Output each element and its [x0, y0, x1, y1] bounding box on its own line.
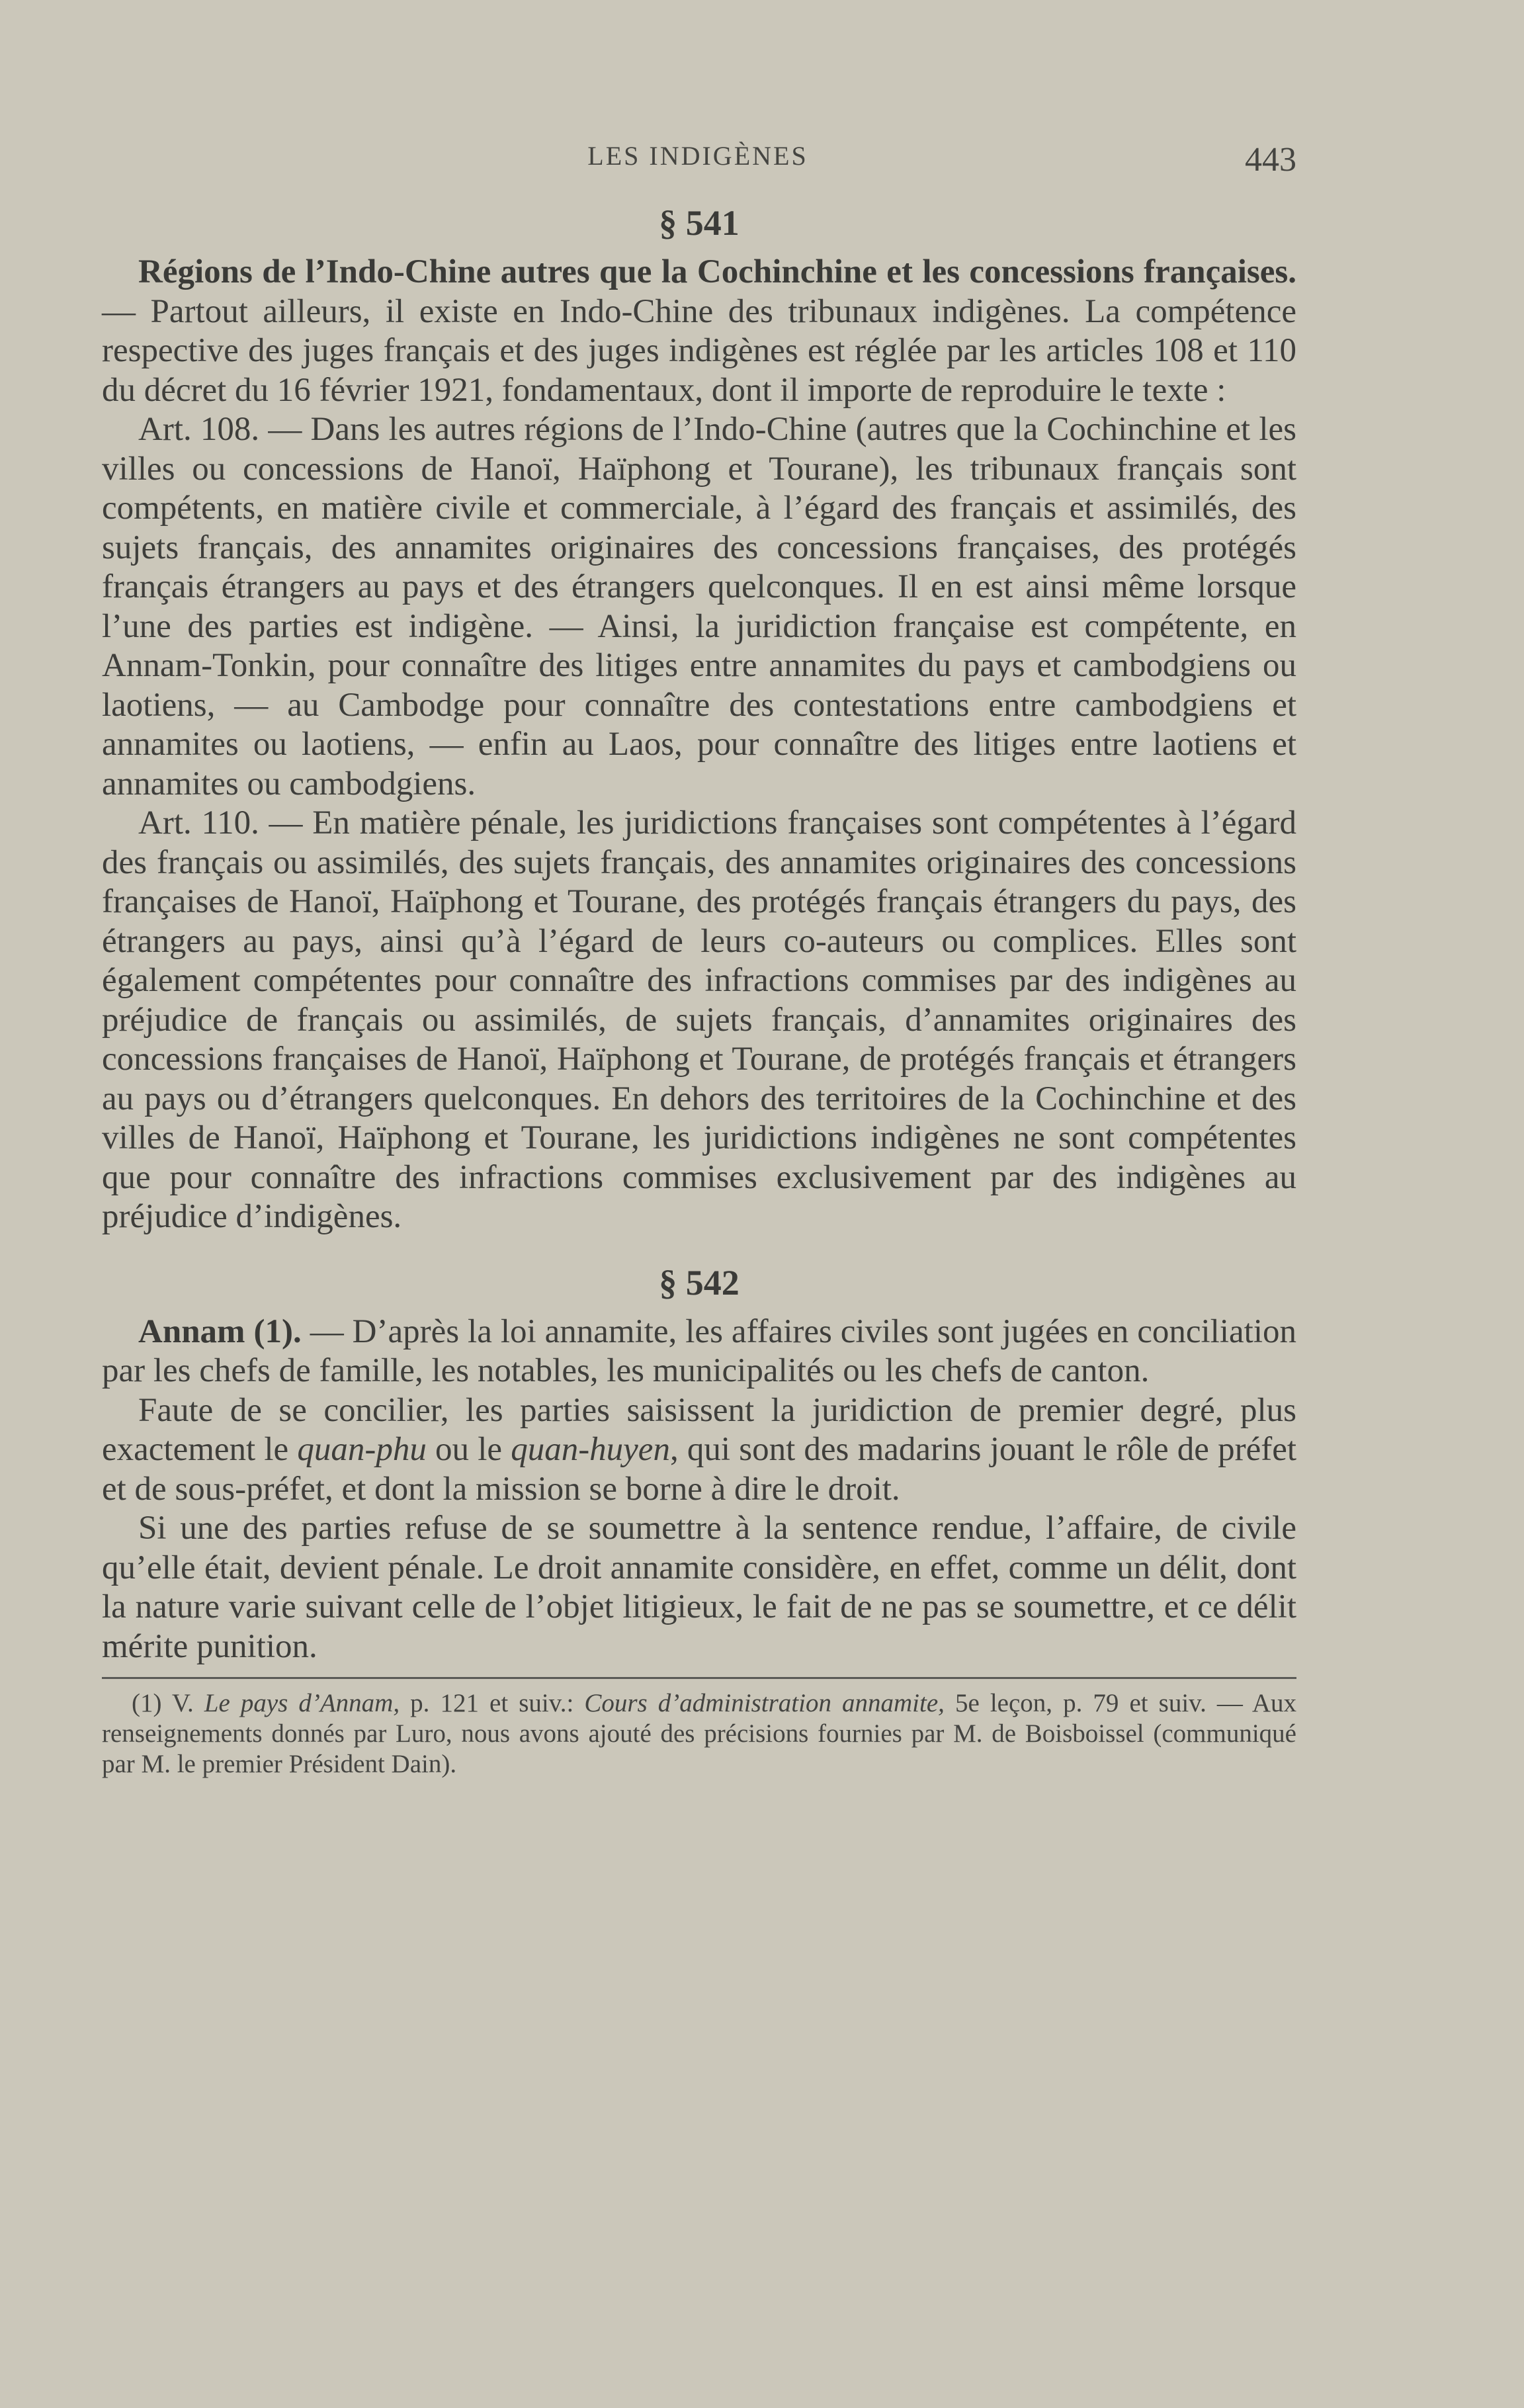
article-110: Art. 110. — En matière pénale, les juridictions françaises sont compétentes à l’égard des français ou assimilés, des sujets français, des annamites originaires des concessions françaises de Hanoï, Haïphong et Tourane, des protégés français étrangers du pays, des étrangers au pays, ainsi qu’à l’égard de leurs co-auteurs ou complices. Elles sont également compétentes pour connaître des infractions commises par des indigènes au préjudice de français ou assimilés, de sujets français, d’annamites originaires des concessions françaises de Hanoï, Haïphong et Tourane, de protégés français et étrangers au pays ou d’étrangers quelconques. En dehors des territoires de la Cochinchine et des villes de Hanoï, Haïphong et Tourane, les juridictions indigènes ne sont compétentes que pour connaître des infractions commises exclusivement par des indigènes au préjudice d’indigènes. — [102, 804, 1296, 1235]
footnote — [102, 1688, 1296, 1780]
footnote-rule — [102, 1677, 1296, 1679]
section-542-paragraph-3: Si une des parties refuse de se soumettre à la sentence rendue, l’affaire, de civile qu’elle était, devient pénale. Le droit annamite considère, en effet, comme un délit, dont la nature varie suivant celle de l’objet litigieux, le fait de ne pas se soumettre, et ce délit mérite punition. — [102, 1510, 1296, 1665]
article-108: Art. 108. — Dans les autres régions de l’Indo-Chine (autres que la Cochinchine et les villes ou concessions de Hanoï, Haïphong et Tourane), les tribunaux français sont compétents, en matière civile et commerciale, à l’égard des français et assimilés, des sujets français, des annamites originaires des concessions françaises, des protégés français étrangers au pays et des étrangers quelconques. Il en est ainsi même lorsque l’une des parties est indigène. — Ainsi, la juridiction française est compétente, en Annam-Tonkin, pour connaître des litiges entre annamites du pays et cambodgiens ou laotiens, — au Cambodge pour connaître des contestations entre cambodgiens et annamites ou laotiens, — enfin au Laos, pour connaître des litiges entre laotiens et annamites ou cambodgiens. — [102, 411, 1296, 802]
page-number: 443 — [1245, 141, 1296, 179]
section-542-intro-text: — D’après la loi annamite, les affaires civiles sont jugées en conciliation par les chefs de famille, les notables, les municipalités ou les chefs de canton. — [102, 1312, 1296, 1389]
section-541-intro — [102, 253, 1296, 410]
para2-end: , qui sont des madarins jouant le rôle de préfet et de sous-préfet, et dont la mission se borne à dire le droit. — [102, 1431, 1297, 1508]
footnote-ref: (1) V. — [132, 1689, 204, 1717]
section-542-heading: Annam (1). — [138, 1312, 302, 1350]
section-541-intro-text: — Partout ailleurs, il existe en Indo-Chine des tribunaux indigènes. La compétence respective des juges français et des juges indigènes est réglée par les articles 108 et 110 du décret du 16 février 1921, fondamentaux, dont il importe de reproduire le texte : — [102, 292, 1296, 409]
running-header — [99, 140, 1296, 180]
main-text — [102, 205, 1296, 1780]
term-quan-huyen: quan-huyen — [511, 1431, 670, 1468]
section-number-541: § 541 — [659, 203, 740, 243]
running-title: LES INDIGÈNES — [587, 141, 808, 171]
para2-mid: ou le — [426, 1431, 511, 1468]
section-541-heading: Régions de l’Indo-Chine autres que la Cochinchine et les concessions françaises. — [138, 253, 1296, 290]
footnote-title-2: Cours d’administration annamite, — [584, 1689, 945, 1717]
section-542-intro — [102, 1312, 1296, 1391]
section-542-paragraph-2 — [102, 1391, 1296, 1510]
section-number-542: § 542 — [659, 1262, 740, 1303]
para2-start: Faute de se concilier, les parties saisissent la juridiction de premier degré, plus exactement le — [102, 1391, 1296, 1468]
term-quan-phu: quan-phu — [297, 1431, 427, 1468]
footnote-rest: 5e leçon, p. 79 et suiv. — Aux renseignements donnés par Luro, nous avons ajouté des précisions fournies par M. de Boisboissel (communiqué par M. le premier Président Dain). — [102, 1689, 1296, 1778]
footnote-mid: p. 121 et suiv.: — [400, 1689, 585, 1717]
footnote-title-1: Le pays d’Annam, — [204, 1689, 400, 1717]
